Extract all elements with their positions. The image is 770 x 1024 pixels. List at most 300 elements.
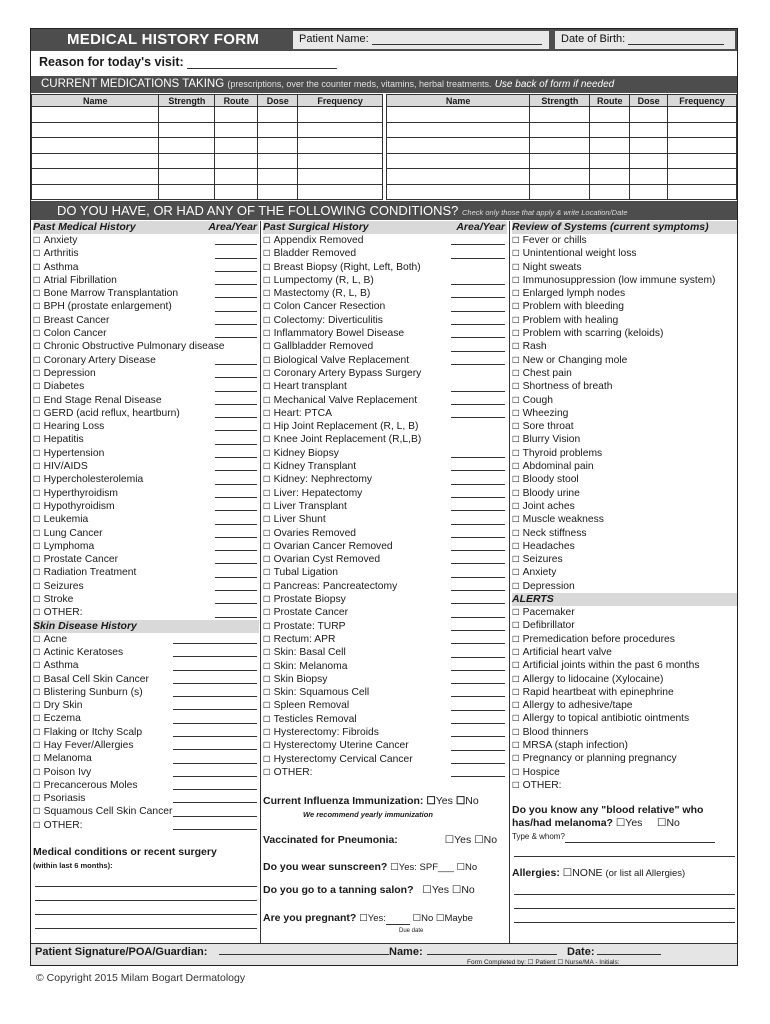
med-row[interactable] xyxy=(32,153,383,169)
review-systems-item[interactable] xyxy=(512,367,737,380)
checkbox-icon[interactable]: ☐ xyxy=(33,342,41,353)
review-systems-item[interactable] xyxy=(512,566,737,579)
past-medical-item[interactable] xyxy=(33,234,259,247)
checkbox-icon[interactable]: ☐ xyxy=(263,581,271,592)
checkbox-icon[interactable]: ☐ xyxy=(512,355,520,366)
checkbox-icon[interactable]: ☐ xyxy=(512,541,520,552)
checkbox-icon[interactable]: ☐ xyxy=(33,581,41,592)
checkbox-icon[interactable]: ☐ xyxy=(33,475,41,486)
past-medical-item[interactable] xyxy=(33,261,259,274)
checkbox-icon[interactable]: ☐ xyxy=(33,767,41,778)
checkbox-icon[interactable]: ☐ xyxy=(512,780,520,791)
checkbox-icon[interactable]: ☐ xyxy=(512,475,520,486)
checkbox-icon[interactable]: ☐ xyxy=(512,435,520,446)
checkbox-icon[interactable]: ☐ xyxy=(512,647,520,658)
past-surgical-item[interactable] xyxy=(263,420,507,433)
checkbox-icon[interactable]: ☐ xyxy=(263,515,271,526)
skin-disease-item[interactable] xyxy=(33,699,259,712)
form-completed-by: Form Completed by: ☐ Patient ☐ Nurse/MA - Initials: xyxy=(467,959,620,966)
checkbox-icon[interactable]: ☐ xyxy=(33,355,41,366)
checkbox-icon[interactable]: ☐ xyxy=(263,714,271,725)
checkbox-icon[interactable]: ☐ xyxy=(512,368,520,379)
past-medical-item[interactable] xyxy=(33,606,259,619)
past-surgical-item[interactable] xyxy=(263,287,507,300)
checkbox-icon[interactable]: ☐ xyxy=(512,422,520,433)
review-systems-label: Chest pain xyxy=(522,367,572,379)
alerts-item[interactable] xyxy=(512,766,737,779)
recent-surgery-line[interactable] xyxy=(35,887,257,901)
checkbox-icon[interactable]: ☐ xyxy=(33,395,41,406)
review-systems-item[interactable] xyxy=(512,407,737,420)
date-of-birth-field[interactable] xyxy=(555,31,735,49)
checkbox-icon[interactable]: ☐ xyxy=(512,581,520,592)
past-surgical-item[interactable] xyxy=(263,314,507,327)
past-surgical-item[interactable] xyxy=(263,234,507,247)
past-surgical-item[interactable] xyxy=(263,367,507,380)
checkbox-icon[interactable]: ☐ xyxy=(263,727,271,738)
checkbox-icon[interactable]: ☐ xyxy=(33,794,41,805)
past-surgical-item[interactable] xyxy=(263,739,507,752)
checkbox-icon[interactable]: ☐ xyxy=(33,515,41,526)
checkbox-icon[interactable]: ☐ xyxy=(33,674,41,685)
past-surgical-label: Mastectomy (R, L, B) xyxy=(273,288,371,300)
checkbox-icon[interactable]: ☐ xyxy=(263,475,271,486)
checkbox-icon[interactable]: ☐ xyxy=(33,754,41,765)
alerts-item[interactable] xyxy=(512,606,737,619)
checkbox-icon[interactable]: ☐ xyxy=(33,448,41,459)
checkbox-icon[interactable]: ☐ xyxy=(263,448,271,459)
skin-disease-item[interactable] xyxy=(33,805,259,818)
checkbox-icon[interactable]: ☐ xyxy=(33,408,41,419)
checkbox-icon[interactable]: ☐ xyxy=(33,541,41,552)
review-systems-label: Rash xyxy=(522,341,547,353)
past-surgical-item[interactable] xyxy=(263,247,507,260)
alerts-item[interactable] xyxy=(512,712,737,725)
checkbox-icon[interactable]: ☐ xyxy=(263,302,271,313)
checkbox-icon[interactable]: ☐ xyxy=(33,595,41,606)
review-systems-item[interactable] xyxy=(512,420,737,433)
past-medical-item[interactable] xyxy=(33,527,259,540)
checkbox-icon[interactable]: ☐ xyxy=(512,275,520,286)
skin-disease-item[interactable] xyxy=(33,646,259,659)
checkbox-icon[interactable]: ☐ xyxy=(263,501,271,512)
med-row[interactable] xyxy=(32,184,383,200)
past-medical-item[interactable] xyxy=(33,433,259,446)
checkbox-icon[interactable]: ☐ xyxy=(263,488,271,499)
review-systems-item[interactable] xyxy=(512,460,737,473)
past-surgical-label: Kidney Transplant xyxy=(273,461,357,473)
checkbox-icon[interactable]: ☐ xyxy=(33,289,41,300)
skin-disease-item[interactable] xyxy=(33,766,259,779)
checkbox-icon[interactable]: ☐ xyxy=(33,555,41,566)
alerts-item[interactable] xyxy=(512,673,737,686)
melanoma-line[interactable] xyxy=(514,843,735,857)
checkbox-icon[interactable]: ☐ xyxy=(33,275,41,286)
checkbox-icon[interactable]: ☐ xyxy=(512,727,520,738)
alerts-item[interactable] xyxy=(512,619,737,632)
past-surgical-item[interactable] xyxy=(263,699,507,712)
review-systems-item[interactable] xyxy=(512,274,737,287)
past-surgical-item[interactable] xyxy=(263,726,507,739)
allergies-line[interactable] xyxy=(514,881,735,895)
checkbox-icon[interactable]: ☐ xyxy=(512,621,520,632)
checkbox-icon[interactable]: ☐ xyxy=(263,315,271,326)
past-medical-item[interactable] xyxy=(33,300,259,313)
checkbox-icon[interactable]: ☐ xyxy=(33,714,41,725)
past-surgical-label: Biological Valve Replacement xyxy=(273,354,410,366)
checkbox-icon[interactable]: ☐ xyxy=(33,701,41,712)
checkbox-icon[interactable]: ☐ xyxy=(33,568,41,579)
past-surgical-label: Colectomy: Diverticulitis xyxy=(273,314,383,326)
alerts-item[interactable] xyxy=(512,633,737,646)
past-medical-item[interactable] xyxy=(33,500,259,513)
checkbox-icon[interactable]: ☐ xyxy=(263,608,271,619)
alerts-item[interactable] xyxy=(512,646,737,659)
med-row[interactable] xyxy=(32,169,383,185)
skin-disease-label: Acne xyxy=(43,633,68,645)
recent-surgery-line[interactable] xyxy=(35,901,257,915)
checkbox-icon[interactable]: ☐ xyxy=(512,236,520,246)
past-medical-item[interactable] xyxy=(33,314,259,327)
checkbox-icon[interactable]: ☐ xyxy=(512,289,520,300)
past-medical-item[interactable] xyxy=(33,380,259,393)
checkbox-icon[interactable]: ☐ xyxy=(33,488,41,499)
checkbox-icon[interactable]: ☐ xyxy=(263,249,271,260)
past-medical-item[interactable] xyxy=(33,420,259,433)
checkbox-icon[interactable]: ☐ xyxy=(512,462,520,473)
checkbox-icon[interactable]: ☐ xyxy=(512,740,520,751)
past-surgical-label: Hysterectomy: Fibroids xyxy=(273,726,379,738)
review-systems-item[interactable] xyxy=(512,394,737,407)
checkbox-icon[interactable]: ☐ xyxy=(33,422,41,433)
past-medical-item[interactable] xyxy=(33,287,259,300)
past-surgical-item[interactable] xyxy=(263,620,507,633)
past-medical-item[interactable] xyxy=(33,460,259,473)
checkbox-icon[interactable]: ☐ xyxy=(33,727,41,738)
review-systems-item[interactable] xyxy=(512,354,737,367)
review-systems-label: Thyroid problems xyxy=(522,447,603,459)
checkbox-icon[interactable]: ☐ xyxy=(263,741,271,752)
checkbox-icon[interactable]: ☐ xyxy=(512,674,520,685)
past-medical-item[interactable] xyxy=(33,274,259,287)
checkbox-icon[interactable]: ☐ xyxy=(263,595,271,606)
past-surgical-item[interactable] xyxy=(263,380,507,393)
past-surgical-item[interactable] xyxy=(263,766,507,779)
recent-surgery-heading: Medical conditions or recent surgery xyxy=(33,846,217,859)
past-surgical-label: Inflammatory Bowel Disease xyxy=(273,328,405,340)
checkbox-icon[interactable]: ☐ xyxy=(33,608,41,619)
past-surgical-item[interactable] xyxy=(263,487,507,500)
checkbox-icon[interactable]: ☐ xyxy=(33,807,41,818)
review-systems-item[interactable] xyxy=(512,487,737,500)
past-surgical-item[interactable] xyxy=(263,660,507,673)
review-systems-item[interactable] xyxy=(512,287,737,300)
allergies-line[interactable] xyxy=(514,909,735,923)
checkbox-icon[interactable]: ☐ xyxy=(263,382,271,393)
past-surgical-item[interactable] xyxy=(263,686,507,699)
checkbox-icon[interactable]: ☐ xyxy=(512,302,520,313)
checkbox-icon[interactable]: ☐ xyxy=(263,767,271,778)
review-systems-item[interactable] xyxy=(512,300,737,313)
past-surgical-item[interactable] xyxy=(263,753,507,766)
recent-surgery-line[interactable] xyxy=(35,915,257,929)
signature-label: Patient Signature/POA/Guardian: xyxy=(35,946,208,958)
past-surgical-item[interactable] xyxy=(263,274,507,287)
alerts-item[interactable] xyxy=(512,752,737,765)
past-medical-item[interactable] xyxy=(33,327,259,340)
skin-disease-item[interactable] xyxy=(33,739,259,752)
past-medical-item[interactable] xyxy=(33,540,259,553)
past-surgical-item[interactable] xyxy=(263,593,507,606)
past-surgical-item[interactable] xyxy=(263,300,507,313)
checkbox-icon[interactable]: ☐ xyxy=(512,249,520,260)
checkbox-icon[interactable]: ☐ xyxy=(263,634,271,645)
skin-disease-label: Hay Fever/Allergies xyxy=(43,739,134,751)
review-systems-item[interactable] xyxy=(512,327,737,340)
alerts-item[interactable] xyxy=(512,726,737,739)
past-surgical-item[interactable] xyxy=(263,473,507,486)
past-medical-item[interactable] xyxy=(33,553,259,566)
recent-surgery-line[interactable] xyxy=(35,873,257,887)
checkbox-icon[interactable]: ☐ xyxy=(263,701,271,712)
checkbox-icon[interactable]: ☐ xyxy=(512,448,520,459)
medical-history-form xyxy=(30,28,738,966)
review-systems-item[interactable] xyxy=(512,380,737,393)
alerts-item[interactable] xyxy=(512,686,737,699)
checkbox-icon[interactable]: ☐ xyxy=(33,302,41,313)
review-systems-item[interactable] xyxy=(512,247,737,260)
checkbox-icon[interactable]: ☐ xyxy=(33,647,41,658)
past-surgical-item[interactable] xyxy=(263,513,507,526)
past-surgical-item[interactable] xyxy=(263,566,507,579)
review-systems-item[interactable] xyxy=(512,433,737,446)
checkbox-icon[interactable]: ☐ xyxy=(263,262,271,273)
checkbox-icon[interactable]: ☐ xyxy=(263,674,271,685)
past-surgical-item[interactable] xyxy=(263,261,507,274)
checkbox-icon[interactable]: ☐ xyxy=(512,701,520,712)
review-systems-item[interactable] xyxy=(512,527,737,540)
review-systems-item[interactable] xyxy=(512,340,737,353)
allergies-field[interactable]: Allergies: ☐NONE (or list all Allergies) xyxy=(512,867,686,880)
checkbox-icon[interactable]: ☐ xyxy=(263,408,271,419)
checkbox-icon[interactable]: ☐ xyxy=(512,528,520,539)
alerts-item[interactable] xyxy=(512,659,737,672)
checkbox-icon[interactable]: ☐ xyxy=(33,820,41,831)
skin-disease-item[interactable] xyxy=(33,633,259,646)
melanoma-who[interactable]: Type & whom? xyxy=(512,830,737,843)
past-medical-item[interactable] xyxy=(33,247,259,260)
med-row[interactable] xyxy=(387,122,737,138)
review-systems-item[interactable] xyxy=(512,447,737,460)
checkbox-icon[interactable]: ☐ xyxy=(263,289,271,300)
alerts-item[interactable] xyxy=(512,779,737,792)
review-systems-item[interactable] xyxy=(512,540,737,553)
past-medical-item[interactable] xyxy=(33,367,259,380)
review-systems-item[interactable] xyxy=(512,500,737,513)
past-surgical-item[interactable] xyxy=(263,460,507,473)
skin-disease-item[interactable] xyxy=(33,659,259,672)
checkbox-icon[interactable]: ☐ xyxy=(263,395,271,406)
past-surgical-item[interactable] xyxy=(263,606,507,619)
past-surgical-item[interactable] xyxy=(263,540,507,553)
med-row[interactable] xyxy=(387,184,737,200)
checkbox-icon[interactable]: ☐ xyxy=(512,687,520,698)
checkbox-icon[interactable]: ☐ xyxy=(33,315,41,326)
med-row[interactable] xyxy=(387,107,737,123)
past-surgical-label: Skin: Basal Cell xyxy=(273,647,346,659)
med-row[interactable] xyxy=(387,169,737,185)
past-surgical-item[interactable] xyxy=(263,500,507,513)
past-surgical-item[interactable] xyxy=(263,433,507,446)
review-systems-label: Problem with bleeding xyxy=(522,301,624,313)
checkbox-icon[interactable]: ☐ xyxy=(33,435,41,446)
checkbox-icon[interactable]: ☐ xyxy=(263,342,271,353)
checkbox-icon[interactable]: ☐ xyxy=(263,555,271,566)
checkbox-icon[interactable]: ☐ xyxy=(512,262,520,273)
skin-disease-item[interactable] xyxy=(33,752,259,765)
skin-disease-item[interactable] xyxy=(33,779,259,792)
past-medical-item[interactable] xyxy=(33,473,259,486)
skin-disease-label: Asthma xyxy=(43,660,79,672)
med-row[interactable] xyxy=(32,122,383,138)
checkbox-icon[interactable]: ☐ xyxy=(263,275,271,286)
checkbox-icon[interactable]: ☐ xyxy=(33,740,41,751)
past-surgical-item[interactable] xyxy=(263,354,507,367)
med-row[interactable] xyxy=(32,107,383,123)
checkbox-icon[interactable]: ☐ xyxy=(33,368,41,379)
review-systems-item[interactable] xyxy=(512,314,737,327)
checkbox-icon[interactable]: ☐ xyxy=(263,368,271,379)
past-medical-label: Lymphoma xyxy=(43,540,95,552)
skin-disease-label: Flaking or Itchy Scalp xyxy=(43,726,143,738)
reason-for-visit-field[interactable] xyxy=(31,51,737,73)
skin-disease-item[interactable] xyxy=(33,792,259,805)
review-systems-item[interactable] xyxy=(512,553,737,566)
past-surgical-item[interactable] xyxy=(263,553,507,566)
past-surgical-item[interactable] xyxy=(263,633,507,646)
checkbox-icon[interactable]: ☐ xyxy=(263,435,271,446)
checkbox-icon[interactable]: ☐ xyxy=(33,262,41,273)
med-col-header: Name xyxy=(387,95,530,107)
past-surgical-item[interactable] xyxy=(263,394,507,407)
checkbox-icon[interactable]: ☐ xyxy=(512,395,520,406)
checkbox-icon[interactable]: ☐ xyxy=(512,555,520,566)
review-systems-item[interactable] xyxy=(512,580,737,593)
review-systems-item[interactable] xyxy=(512,473,737,486)
checkbox-icon[interactable]: ☐ xyxy=(512,501,520,512)
past-surgical-item[interactable] xyxy=(263,646,507,659)
past-medical-item[interactable] xyxy=(33,593,259,606)
checkbox-icon[interactable]: ☐ xyxy=(33,249,41,260)
checkbox-icon[interactable]: ☐ xyxy=(33,634,41,645)
skin-disease-item[interactable] xyxy=(33,686,259,699)
past-surgical-item[interactable] xyxy=(263,447,507,460)
past-medical-item[interactable] xyxy=(33,354,259,367)
checkbox-icon[interactable]: ☐ xyxy=(263,528,271,539)
past-medical-item[interactable] xyxy=(33,513,259,526)
checkbox-icon[interactable]: ☐ xyxy=(263,754,271,765)
checkbox-icon[interactable]: ☐ xyxy=(512,408,520,419)
checkbox-icon[interactable]: ☐ xyxy=(263,688,271,699)
past-medical-item[interactable] xyxy=(33,447,259,460)
skin-disease-item[interactable] xyxy=(33,673,259,686)
checkbox-icon[interactable]: ☐ xyxy=(263,661,271,672)
past-medical-item[interactable] xyxy=(33,340,259,353)
med-row[interactable] xyxy=(387,153,737,169)
checkbox-icon[interactable]: ☐ xyxy=(263,329,271,340)
checkbox-icon[interactable]: ☐ xyxy=(512,767,520,778)
past-medical-item[interactable] xyxy=(33,566,259,579)
skin-disease-item[interactable] xyxy=(33,819,259,832)
checkbox-icon[interactable]: ☐ xyxy=(263,355,271,366)
review-systems-item[interactable] xyxy=(512,261,737,274)
checkbox-icon[interactable]: ☐ xyxy=(33,687,41,698)
medications-table-left[interactable] xyxy=(31,94,383,200)
past-surgical-item[interactable] xyxy=(263,340,507,353)
checkbox-icon[interactable]: ☐ xyxy=(33,382,41,393)
past-medical-item[interactable] xyxy=(33,407,259,420)
checkbox-icon[interactable]: ☐ xyxy=(512,329,520,340)
checkbox-icon[interactable]: ☐ xyxy=(512,634,520,645)
checkbox-icon[interactable]: ☐ xyxy=(263,621,271,632)
medications-table-right[interactable] xyxy=(386,94,737,200)
checkbox-icon[interactable]: ☐ xyxy=(33,462,41,473)
allergies-line[interactable] xyxy=(514,895,735,909)
checkbox-icon[interactable]: ☐ xyxy=(263,568,271,579)
checkbox-icon[interactable]: ☐ xyxy=(512,714,520,725)
checkbox-icon[interactable]: ☐ xyxy=(512,608,520,619)
med-row[interactable] xyxy=(387,138,737,154)
past-surgical-item[interactable] xyxy=(263,327,507,340)
past-medical-item[interactable] xyxy=(33,580,259,593)
checkbox-icon[interactable]: ☐ xyxy=(263,648,271,659)
review-systems-item[interactable] xyxy=(512,513,737,526)
checkbox-icon[interactable]: ☐ xyxy=(33,661,41,672)
checkbox-icon[interactable]: ☐ xyxy=(263,462,271,473)
checkbox-icon[interactable]: ☐ xyxy=(33,236,41,246)
checkbox-icon[interactable]: ☐ xyxy=(512,382,520,393)
checkbox-icon[interactable]: ☐ xyxy=(512,342,520,353)
past-surgical-item[interactable] xyxy=(263,527,507,540)
checkbox-icon[interactable]: ☐ xyxy=(263,236,271,246)
alerts-item[interactable] xyxy=(512,699,737,712)
checkbox-icon[interactable]: ☐ xyxy=(512,315,520,326)
checkbox-icon[interactable]: ☐ xyxy=(263,541,271,552)
past-medical-item[interactable] xyxy=(33,394,259,407)
checkbox-icon[interactable]: ☐ xyxy=(512,568,520,579)
checkbox-icon[interactable]: ☐ xyxy=(512,515,520,526)
checkbox-icon[interactable]: ☐ xyxy=(33,528,41,539)
checkbox-icon[interactable]: ☐ xyxy=(512,661,520,672)
past-surgical-item[interactable] xyxy=(263,713,507,726)
checkbox-icon[interactable]: ☐ xyxy=(512,488,520,499)
past-surgical-item[interactable] xyxy=(263,580,507,593)
checkbox-icon[interactable]: ☐ xyxy=(263,422,271,433)
past-surgical-item[interactable] xyxy=(263,407,507,420)
skin-disease-item[interactable] xyxy=(33,726,259,739)
patient-name-field[interactable] xyxy=(293,31,549,49)
checkbox-icon[interactable]: ☐ xyxy=(33,501,41,512)
skin-disease-item[interactable] xyxy=(33,712,259,725)
checkbox-icon[interactable]: ☐ xyxy=(33,780,41,791)
past-medical-item[interactable] xyxy=(33,487,259,500)
past-surgical-item[interactable] xyxy=(263,673,507,686)
alerts-item[interactable] xyxy=(512,739,737,752)
med-row[interactable] xyxy=(32,138,383,154)
checkbox-icon[interactable]: ☐ xyxy=(33,329,41,340)
review-systems-item[interactable] xyxy=(512,234,737,247)
checkbox-icon[interactable]: ☐ xyxy=(512,754,520,765)
